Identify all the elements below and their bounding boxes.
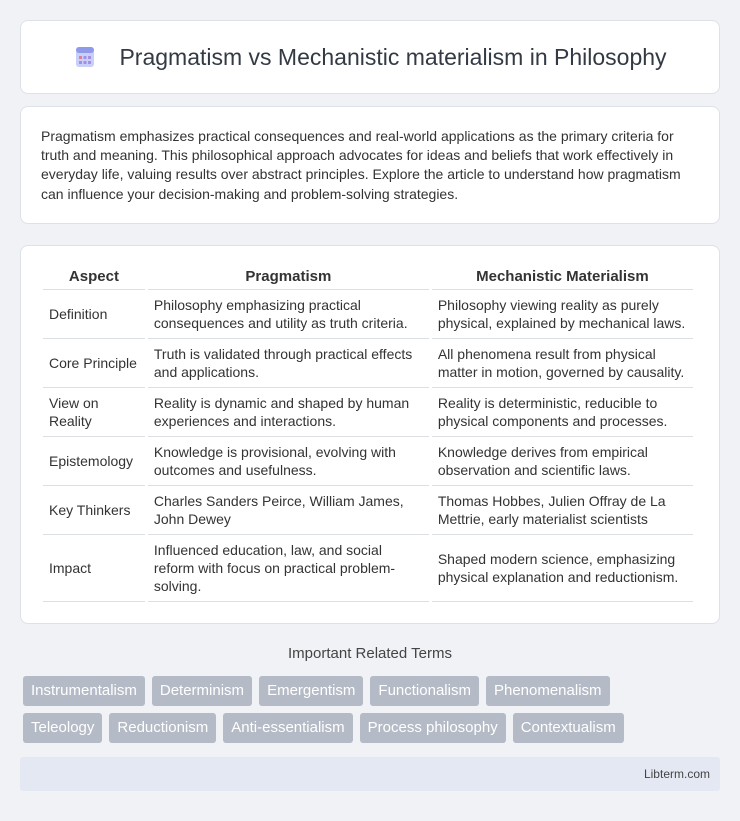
row-aspect: Core Principle (43, 339, 145, 388)
document-icon (73, 45, 97, 69)
row-materialism: Knowledge derives from empirical observation and scientific laws. (432, 437, 693, 486)
table-row (43, 290, 693, 339)
column-header-pragmatism: Pragmatism (148, 266, 429, 290)
tag-teleology[interactable]: Teleology (23, 713, 102, 743)
row-materialism: Thomas Hobbes, Julien Offray de La Mettrie, early materialist scientists (432, 486, 693, 535)
row-pragmatism: Reality is dynamic and shaped by human experiences and interactions. (148, 388, 429, 437)
intro-text: Pragmatism emphasizes practical consequences and real-world applications as the primary criteria for truth and meaning. This philosophical approach advocates for ideas and beliefs that work effectively in everyday life, valuing results over abstract principles. Explore the article to understand how pragmatism can influence your decision-making and problem-solving strategies. (41, 128, 681, 202)
row-pragmatism: Knowledge is provisional, evolving with outcomes and usefulness. (148, 437, 429, 486)
row-aspect: View on Reality (43, 388, 145, 437)
row-pragmatism: Philosophy emphasizing practical consequences and utility as truth criteria. (148, 290, 429, 339)
row-materialism: Philosophy viewing reality as purely physical, explained by mechanical laws. (432, 290, 693, 339)
row-pragmatism: Charles Sanders Peirce, William James, John Dewey (148, 486, 429, 535)
tag-instrumentalism[interactable]: Instrumentalism (23, 676, 145, 706)
row-aspect: Impact (43, 535, 145, 602)
tag-process-philosophy[interactable]: Process philosophy (360, 713, 506, 743)
tag-contextualism[interactable]: Contextualism (513, 713, 624, 743)
page-title: Pragmatism vs Mechanistic materialism in Philosophy (119, 43, 667, 70)
footer (20, 757, 720, 791)
table-row (43, 486, 693, 535)
tag-row (23, 676, 723, 706)
row-materialism: Reality is deterministic, reducible to physical components and processes. (432, 388, 693, 437)
column-header-aspect: Aspect (43, 266, 145, 290)
table-row (43, 388, 693, 437)
tag-anti-essentialism[interactable]: Anti-essentialism (223, 713, 352, 743)
row-aspect: Key Thinkers (43, 486, 145, 535)
row-pragmatism: Truth is validated through practical effects and applications. (148, 339, 429, 388)
footer-site-link[interactable]: Libterm.com (643, 767, 710, 781)
row-aspect: Definition (43, 290, 145, 339)
tag-phenomenalism[interactable]: Phenomenalism (486, 676, 610, 706)
comparison-card (20, 245, 720, 624)
column-header-mechanistic-materialism: Mechanistic Materialism (432, 266, 693, 290)
row-aspect: Epistemology (43, 437, 145, 486)
table-header-row (43, 266, 693, 290)
comparison-table (40, 266, 696, 602)
table-row (43, 535, 693, 602)
tag-row (23, 713, 723, 743)
tag-reductionism[interactable]: Reductionism (109, 713, 216, 743)
header-card (20, 20, 720, 94)
row-materialism: All phenomena result from physical matter in motion, governed by causality. (432, 339, 693, 388)
intro-card (20, 106, 720, 224)
tag-emergentism[interactable]: Emergentism (259, 676, 363, 706)
related-terms-title: Important Related Terms (288, 645, 452, 662)
row-materialism: Shaped modern science, emphasizing physical explanation and reductionism. (432, 535, 693, 602)
tag-functionalism[interactable]: Functionalism (370, 676, 479, 706)
tag-determinism[interactable]: Determinism (152, 676, 252, 706)
row-pragmatism: Influenced education, law, and social reform with focus on practical problem-solving. (148, 535, 429, 602)
table-row (43, 339, 693, 388)
table-row (43, 437, 693, 486)
related-terms-list (23, 676, 723, 750)
